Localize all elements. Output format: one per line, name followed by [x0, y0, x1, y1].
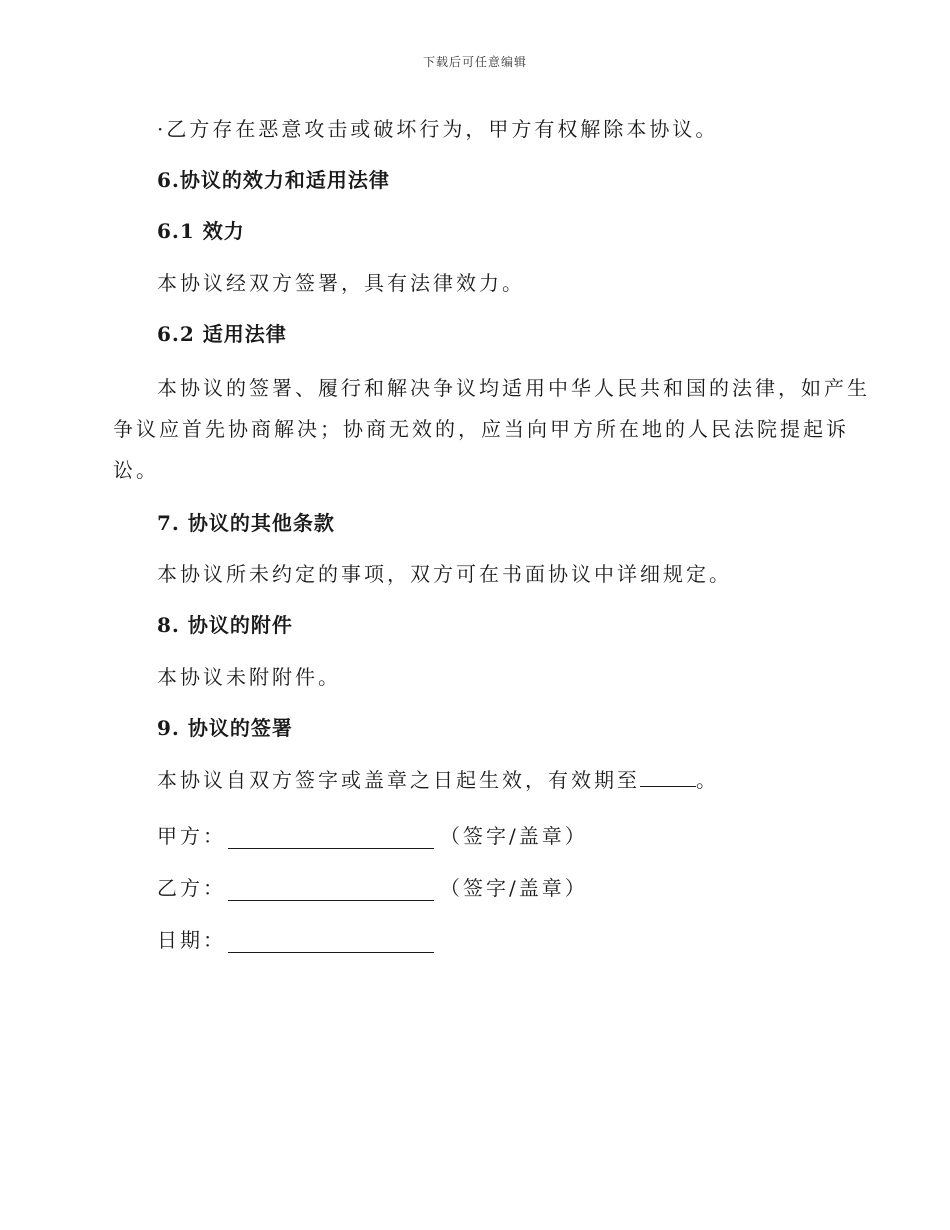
date-blank[interactable]	[228, 932, 434, 953]
party-a-signature-blank[interactable]	[228, 828, 434, 849]
section-8-title: 8. 协议的附件	[157, 613, 293, 637]
party-a-sign-note: （签字/盖章）	[440, 824, 588, 848]
section-6-2-title: 6.2 适用法律	[157, 322, 287, 346]
section-9-title: 9. 协议的签署	[157, 716, 293, 740]
party-b-signature-blank[interactable]	[228, 880, 434, 901]
validity-date-blank[interactable]	[640, 766, 696, 787]
date-label: 日期：	[157, 928, 226, 952]
party-b-label: 乙方：	[157, 876, 226, 900]
section-9-text-after: 。	[696, 768, 719, 792]
section-6-title: 6.协议的效力和适用法律	[157, 168, 390, 192]
party-a-label: 甲方：	[157, 824, 226, 848]
paragraph-line: 本协议的签署、履行和解决争议均适用中华人民共和国的法律，如产生	[157, 376, 870, 400]
section-6-1-title: 6.1 效力	[157, 219, 245, 243]
party-a-signature-row	[157, 820, 588, 849]
party-b-sign-note: （签字/盖章）	[440, 876, 588, 900]
party-b-signature-row	[157, 872, 588, 901]
section-9-text	[157, 763, 719, 797]
section-6-1-text: 本协议经双方签署，具有法律效力。	[157, 271, 525, 295]
paragraph-line: 讼。	[113, 458, 159, 482]
paragraph-line: 争议应首先协商解决；协商无效的，应当向甲方所在地的人民法院提起诉	[113, 417, 849, 441]
section-6-2-paragraph	[113, 368, 870, 491]
section-7-text: 本协议所未约定的事项，双方可在书面协议中详细规定。	[157, 562, 732, 586]
bullet-line: ·乙方存在恶意攻击或破坏行为，甲方有权解除本协议。	[157, 117, 719, 141]
date-row	[157, 924, 434, 953]
section-9-text-before: 本协议自双方签字或盖章之日起生效，有效期至	[157, 768, 640, 792]
page-header: 下载后可任意编辑	[422, 55, 527, 69]
section-8-text: 本协议未附附件。	[157, 665, 341, 689]
section-7-title: 7. 协议的其他条款	[157, 511, 335, 535]
